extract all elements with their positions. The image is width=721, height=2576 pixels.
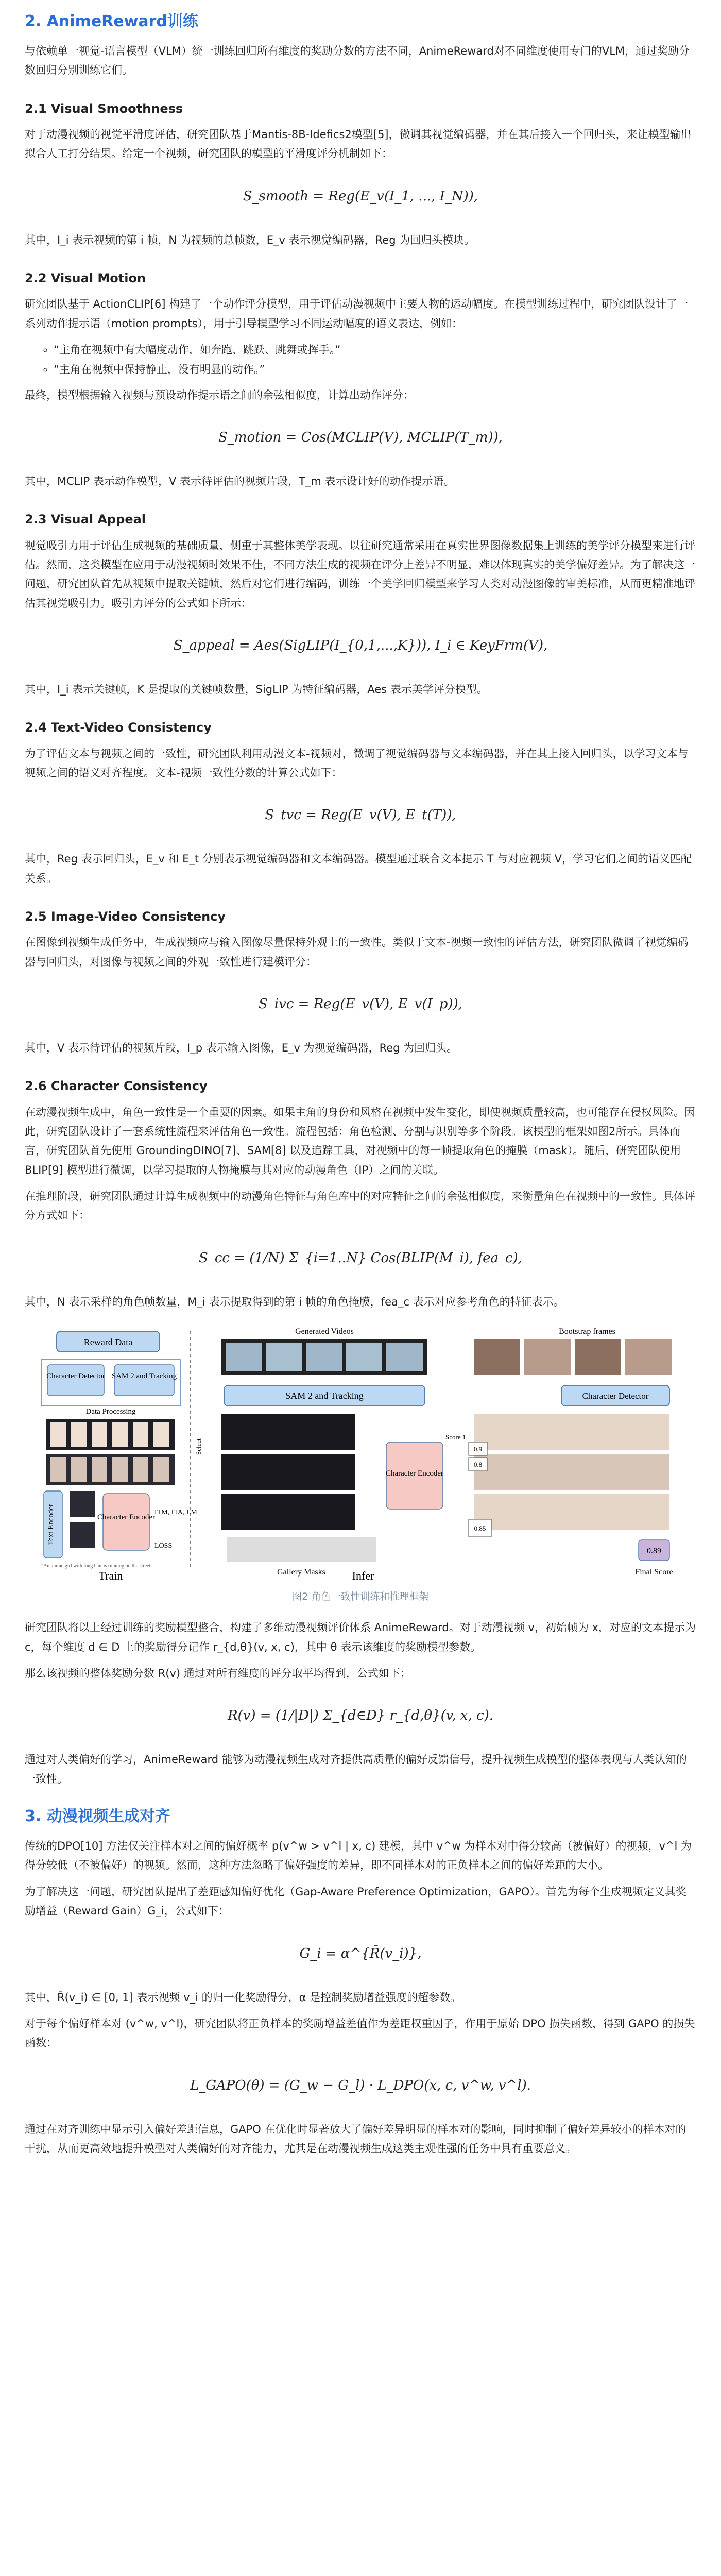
- gallery-masks-label: Gallery Masks: [277, 1568, 325, 1577]
- paragraph: 为了评估文本与视频之间的一致性，研究团队利用动漫文本-视频对，微调了视觉编码器与文本编码器，并在其上接入回归头，以学习文本与视频之间的语义对齐程度。文本-视频一致性分数的计算公式如下：: [25, 747, 689, 779]
- train-character-thumbnails: [46, 1419, 175, 1485]
- paragraph: 其中，Reg 表示回归头，E_v 和 E_t 分别表示视觉编码器和文本编码器。模型通过联合文本提示 T 与对应视频 V，学习它们之间的语义匹配关系。: [25, 853, 692, 885]
- character-detector-box: [47, 1365, 104, 1396]
- score-c-value: 0.85: [474, 1524, 486, 1533]
- sam2-tracking-box: [114, 1365, 174, 1396]
- heading-text-video-consistency: 2.4 Text-Video Consistency: [25, 720, 212, 735]
- data-processing-label: Data Processing: [85, 1408, 136, 1416]
- heading-character-consistency: 2.6 Character Consistency: [25, 1079, 208, 1094]
- sam2-tracking-infer-label: SAM 2 and Tracking: [285, 1391, 364, 1401]
- character-encoder-box: [103, 1494, 149, 1550]
- bootstrap-frame-images: [474, 1339, 672, 1375]
- paragraph: 视觉吸引力用于评估生成视频的基础质量，侧重于其整体美学表现。以往研究通常采用在真实世界图像数据集上训练的美学评分模型来进行评估。然而，这类模型在应用于动漫视频时效果不佳，不同方法生成的视频在评分上差异不明显，难以体现真实的美学偏好差异。为了解决这一问题，研究团队首先从视频中提取关键帧，然后对它们进行编码，训练一个美学回归模型来学习人类对动漫图像的审美标准，从而更精准地评估其视觉吸引力。吸引力评分的公式如下所示：: [25, 539, 695, 609]
- reward-data-label: Reward Data: [83, 1337, 133, 1348]
- train-label: Train: [98, 1569, 123, 1583]
- heading-image-video-consistency: 2.5 Image-Video Consistency: [25, 909, 226, 924]
- formula-smooth: S_smooth = Reg(E_v(I_1, ..., I_N)),: [243, 188, 478, 204]
- paragraph: 研究团队基于 ActionCLIP[6] 构建了一个动作评分模型，用于评估动漫视频中主要人物的运动幅度。在模型训练过程中，研究团队设计了一系列动作提示语（motion prompts），用于引导模型学习不同运动幅度的语义表达，例如：: [25, 298, 689, 330]
- score-b-value: 0.8: [473, 1461, 483, 1469]
- figure-caption: 图2 角色一致性训练和推理框架: [292, 1591, 429, 1603]
- anime-prompt-text: "An anime girl with long hair is running on the street": [41, 1563, 153, 1569]
- itm-itg-lm-label: ITM, ITA, LM: [154, 1509, 197, 1517]
- character-detector-infer-label: Character Detector: [582, 1391, 649, 1401]
- bootstrap-frames-label: Bootstrap frames: [559, 1327, 615, 1336]
- character-crops: [474, 1414, 670, 1533]
- paragraph: 在图像到视频生成任务中，生成视频应与输入图像尽量保持外观上的一致性。类似于文本-视频一致性的评估方法，研究团队微调了视觉编码器与回归头，对图像与视频之间的外观一致性进行建模评分：: [25, 936, 689, 968]
- paragraph: 其中，I_i 表示关键帧，K 是提取的关键帧数量，SigLIP 为特征编码器，Aes 表示美学评分模型。: [25, 683, 488, 696]
- gallery-mask-thumbnails: [227, 1537, 376, 1562]
- heading-visual-motion: 2.2 Visual Motion: [25, 271, 146, 286]
- final-score-label: Final Score: [635, 1568, 673, 1577]
- score-a-value: 0.9: [473, 1445, 483, 1453]
- list-item: ◦ “主角在视频中有大幅度动作，如奔跑、跳跃、跳舞或挥手。”: [54, 341, 696, 360]
- heading-visual-appeal: 2.3 Visual Appeal: [25, 512, 146, 527]
- infer-label: Infer: [352, 1569, 374, 1583]
- formula-cc: S_cc = (1/N) Σ_{i=1..N} Cos(BLIP(M_i), fea_c),: [199, 1250, 522, 1266]
- score1-label: Score 1: [445, 1433, 466, 1442]
- paragraph: 最终，模型根据输入视频与预设动作提示语之间的余弦相似度，计算出动作评分：: [25, 388, 414, 401]
- character-consistency-framework-figure: [26, 1321, 695, 1584]
- paragraph: 其中，R̄(v_i) ∈ [0, 1] 表示视频 v_i 的归一化奖励得分，α 是控制奖励增益强度的超参数。: [25, 1991, 461, 2004]
- paragraph: 其中，MCLIP 表示动作模型，V 表示待评估的视频片段，T_m 表示设计好的动作提示语。: [25, 474, 455, 487]
- generated-videos-label: Generated Videos: [295, 1327, 354, 1336]
- formula-appeal: S_appeal = Aes(SigLIP(I_{0,1,...,K})), I_i ∈ KeyFrm(V),: [173, 638, 548, 654]
- final-score-value: 0.89: [647, 1547, 661, 1556]
- character-encoder-infer-label: Character Encoder: [385, 1469, 444, 1478]
- section-title-alignment: 3. 动漫视频生成对齐: [25, 1807, 170, 1826]
- formula-gapo-loss: L_GAPO(θ) = (G_w − G_l) · L_DPO(x, c, v^w, v^l).: [190, 2077, 531, 2093]
- sam2-tracking-label: SAM 2 and Tracking: [111, 1372, 177, 1381]
- formula-reward-gain: G_i = α^{R̄(v_i)},: [299, 1945, 422, 1961]
- formula-motion: S_motion = Cos(MCLIP(V), MCLIP(T_m)),: [218, 429, 503, 445]
- generated-video-frames: [221, 1339, 427, 1375]
- text-encoder-label: Text Encoder: [47, 1504, 55, 1546]
- paragraph: 研究团队将以上经过训练的奖励模型整合，构建了多维动漫视频评价体系 AnimeReward。对于动漫视频 v，初始帧为 x，对应的文本提示为 c，每个维度 d ∈ D 上的奖励得分记作 r_{d,θ}(v, x, c)，其中 θ 表示该维度的奖励模型参数。: [25, 1621, 696, 1653]
- paragraph: 那么该视频的整体奖励分数 R(v) 通过对所有维度的评分取平均得到，公式如下：: [25, 1667, 411, 1680]
- formula-overall-reward: R(v) = (1/|D|) Σ_{d∈D} r_{d,θ}(v, x, c).: [227, 1708, 494, 1724]
- paragraph: 对于动漫视频的视觉平滑度评估，研究团队基于Mantis-8B-Idefics2模型[5]，微调其视觉编码器，并在其后接入一个回归头，来让模型输出拟合人工打分结果。给定一个视频，研究团队的模型的平滑度评分机制如下：: [25, 128, 692, 160]
- infer-mask-thumbnails: [221, 1414, 355, 1530]
- paragraph: 传统的DPO[10] 方法仅关注样本对之间的偏好概率 p(v^w > v^l | x, c) 建模，其中 v^w 为样本对中得分较高（被偏好）的视频，v^l 为得分较低（不被偏好）的视频。然而，这种方法忽略了偏好强度的差异，即不同样本对的正负样本之间的偏好差距的大小。: [25, 1840, 692, 1872]
- motion-prompt-list: [25, 341, 696, 380]
- section-intro: 与依赖单一视觉-语言模型（VLM）统一训练回归所有维度的奖励分数的方法不同，AnimeReward对不同维度使用专门的VLM，通过奖励分数回归分别训练它们。: [25, 45, 690, 77]
- select-label: Select: [195, 1438, 202, 1455]
- paragraph: 对于每个偏好样本对 (v^w, v^l)，研究团队将正负样本的奖励增益差值作为差距权重因子，作用于原始 DPO 损失函数，得到 GAPO 的损失函数：: [25, 2017, 695, 2049]
- paragraph: 为了解决这一问题，研究团队提出了差距感知偏好优化（Gap-Aware Preference Optimization，GAPO）。首先为每个生成视频定义其奖励增益（Reward Gain）G_i，公式如下：: [25, 1885, 686, 1918]
- paragraph: 在动漫视频生成中，角色一致性是一个重要的因素。如果主角的身份和风格在视频中发生变化，即使视频质量较高，也可能存在侵权风险。因此，研究团队设计了一套系统性流程来评估角色一致性。流程包括：角色检测、分割与识别等多个阶段。该模型的框架如图2所示。具体而言，研究团队首先使用 GroundingDINO[7]、SAM[8] 以及追踪工具，对视频中的每一帧提取角色的掩膜（mask）。随后，研究团队使用 BLIP[9] 模型进行微调，以学习提取的人物掩膜与其对应的动漫角色（IP）之间的关联。: [25, 1106, 695, 1176]
- loss-label: LOSS: [154, 1542, 173, 1550]
- paragraph: 其中，I_i 表示视频的第 i 帧，N 为视频的总帧数，E_v 表示视觉编码器，Reg 为回归头模块。: [25, 233, 475, 246]
- formula-ivc: S_ivc = Reg(E_v(V), E_v(I_p)),: [259, 996, 462, 1012]
- paragraph: 其中，V 表示待评估的视频片段，I_p 表示输入图像，E_v 为视觉编码器，Reg 为回归头。: [25, 1042, 458, 1055]
- paragraph: 其中，N 表示采样的角色帧数量，M_i 表示提取得到的第 i 帧的角色掩膜，fea_c 表示对应参考角色的特征表示。: [25, 1295, 564, 1308]
- list-item: ◦ “主角在视频中保持静止，没有明显的动作。”: [54, 360, 696, 380]
- paragraph: 通过在对齐训练中显示引入偏好差距信息，GAPO 在优化时显著放大了偏好差异明显的样本对的影响，同时抑制了偏好差异较小的样本对的干扰，从而更高效地提升模型对人类偏好的对齐能力，尤其是在动漫视频生成这类主观性强的任务中具有重要意义。: [25, 2123, 686, 2155]
- paragraph: 通过对人类偏好的学习，AnimeReward 能够为动漫视频生成对齐提供高质量的偏好反馈信号，提升视频生成模型的整体表现与人类认知的一致性。: [25, 1753, 687, 1785]
- train-mask-thumbnails: [70, 1491, 95, 1548]
- section-title-animereward-training: 2. AnimeReward训练: [25, 12, 198, 30]
- heading-visual-smoothness: 2.1 Visual Smoothness: [25, 101, 183, 116]
- character-detector-label: Character Detector: [46, 1372, 105, 1381]
- formula-tvc: S_tvc = Reg(E_v(V), E_t(T)),: [265, 807, 456, 823]
- character-encoder-label: Character Encoder: [97, 1513, 156, 1522]
- paragraph: 在推理阶段，研究团队通过计算生成视频中的动漫角色特征与角色库中的对应特征之间的余弦相似度，来衡量角色在视频中的一致性。具体评分方式如下：: [25, 1190, 695, 1222]
